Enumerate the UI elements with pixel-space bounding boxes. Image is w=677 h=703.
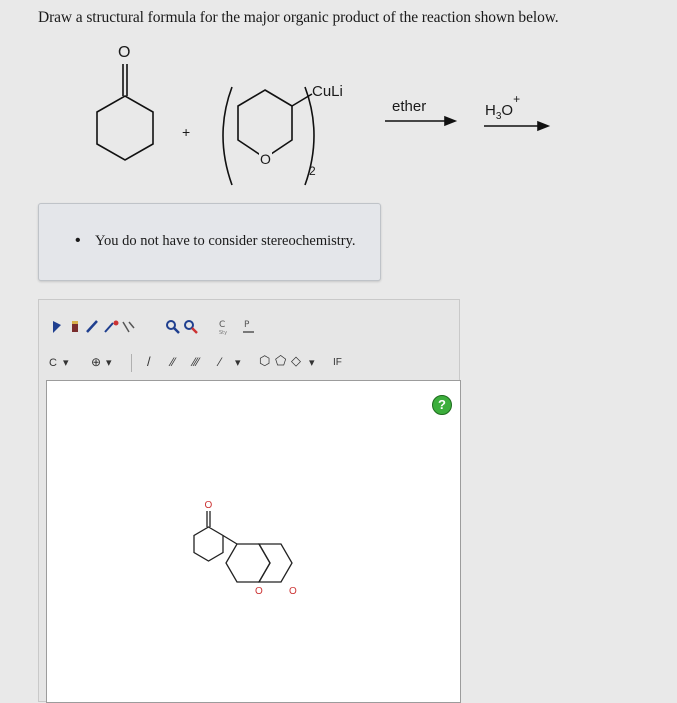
bond-dropdown-icon[interactable]: ▾ bbox=[235, 357, 241, 369]
plus-sign: + bbox=[182, 124, 191, 140]
cyclohexane-ring bbox=[97, 96, 153, 160]
drawing-canvas[interactable] bbox=[46, 380, 461, 703]
product-cyclohexanone-ring bbox=[194, 527, 223, 561]
product-ring-oxygen-2: O bbox=[289, 586, 297, 597]
reaction-scheme bbox=[0, 0, 677, 200]
ring-oxygen-label: O bbox=[260, 151, 271, 167]
p-atom-icon[interactable] bbox=[243, 320, 254, 332]
zoom-in-icon[interactable] bbox=[167, 321, 179, 333]
arrow-1-head bbox=[445, 117, 455, 125]
product-right-ring bbox=[259, 544, 292, 582]
double-bond-tool[interactable]: ⁄⁄ bbox=[171, 355, 176, 369]
help-button[interactable]: ? bbox=[432, 395, 452, 415]
cyclohexanone bbox=[97, 64, 153, 160]
toolbar-row-2 bbox=[39, 350, 459, 376]
carbon-tool[interactable]: C bbox=[49, 357, 57, 369]
reaction-arrows bbox=[385, 117, 548, 130]
product-link-bond bbox=[223, 536, 237, 545]
carbon-dropdown-icon[interactable]: ▾ bbox=[63, 357, 69, 369]
product-ring-oxygen-1: O bbox=[255, 586, 263, 597]
single-bond-tool[interactable]: / bbox=[147, 354, 151, 369]
hexagon-ring-tool[interactable]: ⬡ bbox=[259, 353, 271, 368]
charge-tool[interactable]: ⊕ bbox=[91, 355, 102, 369]
svg-text:Sty: Sty bbox=[219, 330, 228, 336]
hint-text: You do not have to consider stereochemistry. bbox=[95, 233, 356, 249]
c-atom-icon[interactable] bbox=[219, 320, 227, 336]
erase-icon[interactable] bbox=[72, 321, 78, 332]
ketone-oxygen-label: O bbox=[118, 44, 131, 61]
charge-dropdown-icon[interactable]: ▾ bbox=[106, 357, 112, 369]
hint-box bbox=[38, 203, 381, 281]
step2-label: $H_3O^+$ bbox=[485, 92, 521, 122]
subscript-two: 2 bbox=[309, 164, 316, 178]
product-ketone-oxygen: O bbox=[204, 500, 213, 511]
left-bracket bbox=[223, 87, 232, 185]
ring-dropdown-icon[interactable]: ▾ bbox=[309, 357, 315, 369]
pyran-ring bbox=[238, 90, 292, 158]
atom-icon[interactable] bbox=[105, 321, 119, 333]
zoom-out-icon[interactable] bbox=[185, 321, 197, 333]
toolbar-row-1-icons bbox=[39, 312, 459, 338]
toolbar-row-1 bbox=[39, 312, 459, 338]
cuprate-ligand bbox=[223, 87, 314, 185]
hint-bullet: • bbox=[75, 232, 81, 249]
reagent-label: CuLi bbox=[312, 83, 343, 100]
svg-text:C: C bbox=[219, 320, 226, 330]
step1-label: ether bbox=[392, 98, 427, 115]
arrow-2-head bbox=[538, 122, 548, 130]
toolbar-divider bbox=[131, 354, 132, 372]
wedge-bond-tool[interactable]: ⁄ bbox=[219, 355, 222, 369]
small-ring-tool[interactable]: ◇ bbox=[291, 353, 301, 368]
arrow-tool-icon[interactable] bbox=[123, 322, 134, 332]
bond-icon[interactable] bbox=[87, 321, 97, 332]
template-tool[interactable]: IF bbox=[333, 357, 342, 368]
triple-bond-tool[interactable]: ⁄⁄⁄ bbox=[193, 355, 200, 369]
question-text: Draw a structural formula for the major organic product of the reaction shown below. bbox=[38, 9, 559, 26]
product-left-ring bbox=[226, 544, 270, 582]
pentagon-ring-tool[interactable]: ⬠ bbox=[275, 353, 287, 368]
structure-editor bbox=[38, 299, 460, 702]
move-icon[interactable] bbox=[53, 321, 61, 333]
svg-text:P: P bbox=[244, 320, 250, 330]
product-structure bbox=[47, 381, 460, 702]
reaction-drawing bbox=[0, 0, 677, 200]
